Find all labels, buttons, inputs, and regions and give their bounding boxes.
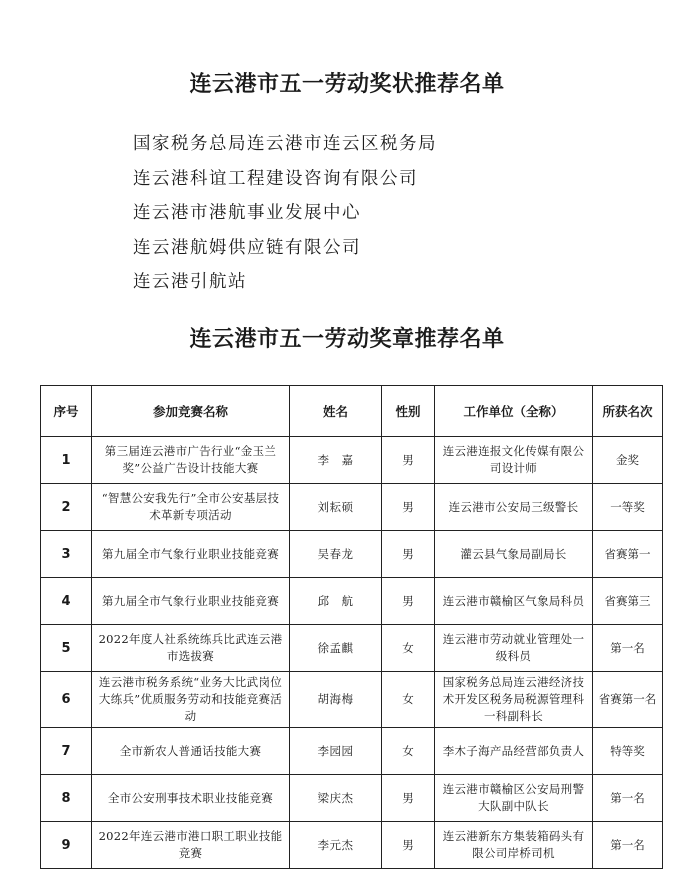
row-rank: 省赛第三 (593, 578, 663, 625)
row-gender: 男 (382, 437, 435, 484)
row-unit: 连云港市赣榆区气象局科员 (435, 578, 593, 625)
table-row (41, 437, 663, 484)
row-name: 李园园 (290, 728, 382, 775)
row-rank: 第一名 (593, 625, 663, 672)
row-unit: 连云港市劳动就业管理处一级科员 (435, 625, 593, 672)
table-row (41, 484, 663, 531)
row-gender: 女 (382, 672, 435, 728)
table-row (41, 728, 663, 775)
row-competition: 连云港市税务系统“业务大比武岗位大练兵”优质服务劳动和技能竞赛活动 (92, 672, 290, 728)
row-index: 1 (41, 437, 92, 484)
row-rank: 第一名 (593, 775, 663, 822)
row-name: 李元杰 (290, 822, 382, 869)
row-index: 5 (41, 625, 92, 672)
row-competition: 全市新农人普通话技能大赛 (92, 728, 290, 775)
organization-item: 连云港引航站 (133, 272, 247, 292)
header-unit: 工作单位（全称） (435, 386, 593, 437)
row-index: 8 (41, 775, 92, 822)
row-name: 李 嘉 (290, 437, 382, 484)
row-unit: 李木子海产品经营部负责人 (435, 728, 593, 775)
row-gender: 男 (382, 578, 435, 625)
row-competition: 第三届连云港市广告行业“金玉兰奖”公益广告设计技能大赛 (92, 437, 290, 484)
organization-item: 国家税务总局连云港市连云区税务局 (133, 134, 437, 154)
table-row (41, 672, 663, 728)
row-unit: 连云港市公安局三级警长 (435, 484, 593, 531)
row-rank: 金奖 (593, 437, 663, 484)
table-row (41, 625, 663, 672)
row-name: 邱 航 (290, 578, 382, 625)
row-competition: “智慧公安我先行”全市公安基层技术革新专项活动 (92, 484, 290, 531)
row-competition: 第九届全市气象行业职业技能竞赛 (92, 578, 290, 625)
medal-nominee-table (40, 385, 663, 869)
row-gender: 女 (382, 728, 435, 775)
row-index: 4 (41, 578, 92, 625)
row-rank: 省赛第一名 (593, 672, 663, 728)
row-competition: 2022年度人社系统练兵比武连云港市选拔赛 (92, 625, 290, 672)
table-row (41, 822, 663, 869)
row-gender: 男 (382, 531, 435, 578)
award-certificate-title: 连云港市五一劳动奖状推荐名单 (189, 72, 505, 97)
row-rank: 特等奖 (593, 728, 663, 775)
row-index: 6 (41, 672, 92, 728)
row-name: 刘耘硕 (290, 484, 382, 531)
row-name: 胡海梅 (290, 672, 382, 728)
row-competition: 全市公安刑事技术职业技能竞赛 (92, 775, 290, 822)
organization-item: 连云港市港航事业发展中心 (133, 203, 361, 223)
row-unit: 灌云县气象局副局长 (435, 531, 593, 578)
table-row (41, 775, 663, 822)
row-gender: 男 (382, 775, 435, 822)
header-gender: 性别 (382, 386, 435, 437)
row-name: 吴春龙 (290, 531, 382, 578)
row-index: 2 (41, 484, 92, 531)
row-name: 徐孟麒 (290, 625, 382, 672)
row-name: 梁庆杰 (290, 775, 382, 822)
row-gender: 男 (382, 822, 435, 869)
header-competition: 参加竞赛名称 (92, 386, 290, 437)
header-name: 姓名 (290, 386, 382, 437)
header-rank: 所获名次 (593, 386, 663, 437)
row-unit: 国家税务总局连云港经济技术开发区税务局税源管理科一科副科长 (435, 672, 593, 728)
organization-item: 连云港航姆供应链有限公司 (133, 237, 361, 258)
table-header-row (41, 386, 663, 437)
row-index: 9 (41, 822, 92, 869)
row-unit: 连云港市赣榆区公安局刑警大队副中队长 (435, 775, 593, 822)
organization-list (133, 127, 437, 300)
row-unit: 连云港新东方集装箱码头有限公司岸桥司机 (435, 822, 593, 869)
row-rank: 第一名 (593, 822, 663, 869)
row-gender: 女 (382, 625, 435, 672)
header-index: 序号 (41, 386, 92, 437)
row-index: 7 (41, 728, 92, 775)
row-gender: 男 (382, 484, 435, 531)
row-rank: 省赛第一 (593, 531, 663, 578)
table-row (41, 531, 663, 578)
row-unit: 连云港连报文化传媒有限公司设计师 (435, 437, 593, 484)
medal-list-title: 连云港市五一劳动奖章推荐名单 (189, 327, 505, 352)
row-index: 3 (41, 531, 92, 578)
row-competition: 2022年连云港市港口职工职业技能竞赛 (92, 822, 290, 869)
row-competition: 第九届全市气象行业职业技能竞赛 (92, 531, 290, 578)
row-rank: 一等奖 (593, 484, 663, 531)
table-row (41, 578, 663, 625)
organization-item: 连云港科谊工程建设咨询有限公司 (133, 168, 418, 189)
